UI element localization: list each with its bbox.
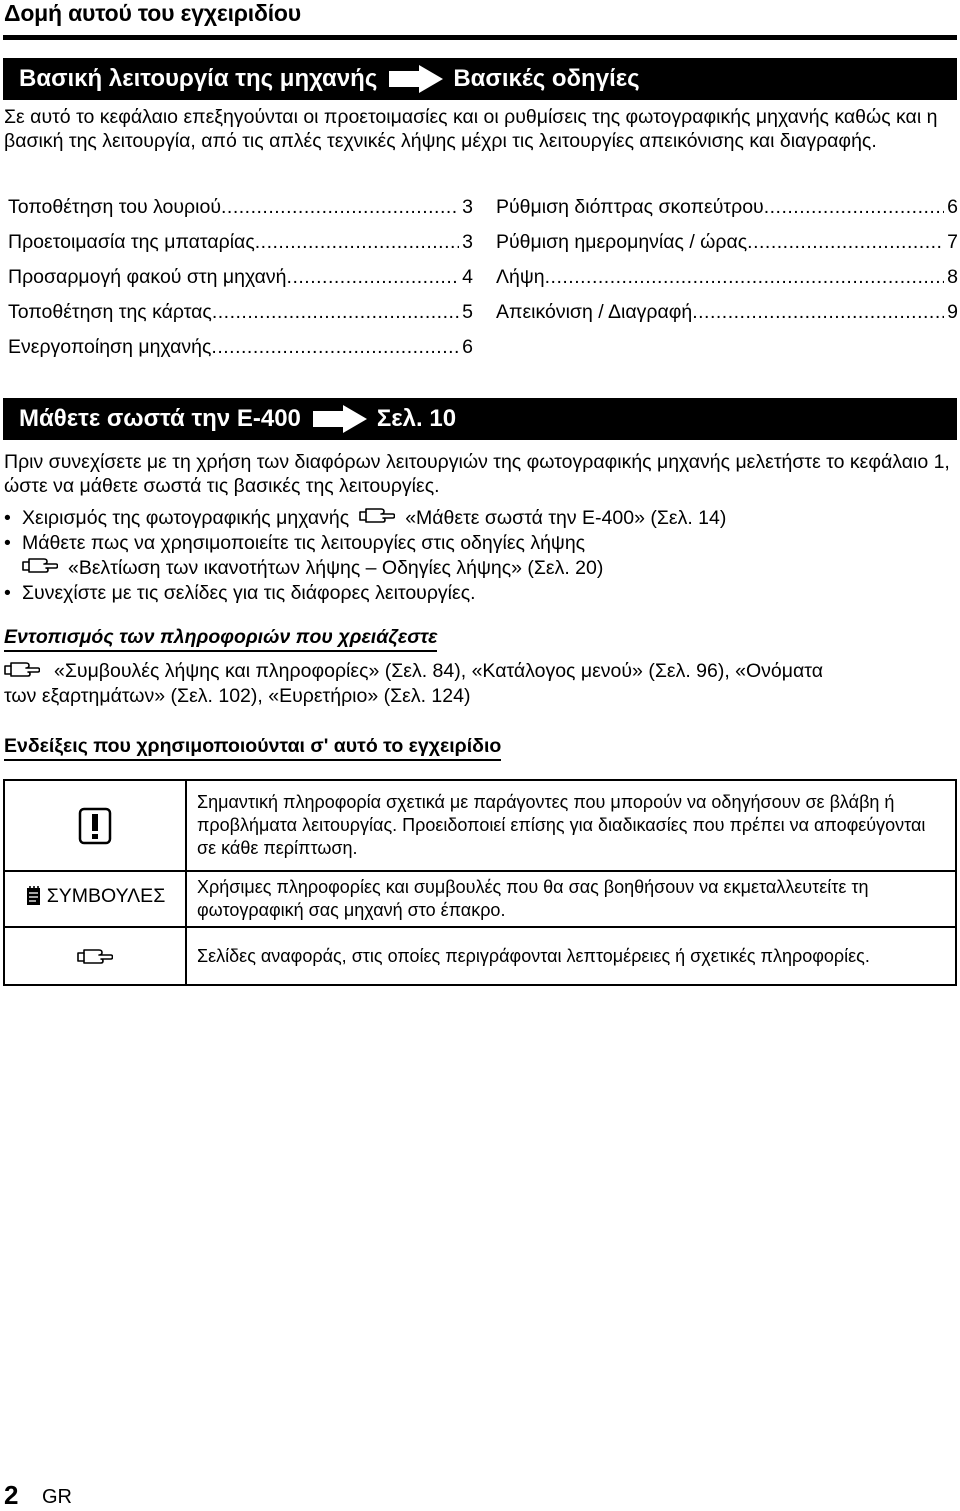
- list-item: • Χειρισμός της φωτογραφικής μηχανής «Μάθετε σωστά την E-400» (Σελ. 14): [4, 507, 727, 529]
- locate-info-text: «Συμβουλές λήψης και πληροφορίες» (Σελ. 84), «Κατάλογος μενού» (Σελ. 96), «Ονόματα των εξαρτημάτων» (Σελ. 102), «Ευρετήριο» (Σελ. 124): [4, 660, 823, 707]
- banner-right-text: Βασικές οδηγίες: [453, 65, 640, 92]
- toc-entry: Τοποθέτηση του λουριού ..... 3: [8, 190, 473, 225]
- toc-entry: Λήψη ..... 8: [496, 260, 958, 295]
- toc-entry: Προσαρμογή φακού στη μηχανή ..... 4: [8, 260, 473, 295]
- section-banner-basic: [3, 58, 957, 100]
- arrow-right-icon: [313, 405, 367, 433]
- list-item-continuation: «Βελτίωση των ικανοτήτων λήψης – Οδηγίες λήψης» (Σελ. 20): [4, 556, 956, 581]
- language-code: GR: [42, 1486, 72, 1508]
- section-banner-learn: [3, 398, 957, 440]
- banner-right-text: Σελ. 10: [376, 405, 457, 432]
- list-item: • Συνεχίστε με τις σελίδες για τις διάφορες λειτουργίες.: [4, 582, 476, 604]
- toc-left-column: [8, 190, 473, 365]
- toc-entry: Απεικόνιση / Διαγραφή ..... 9: [496, 295, 958, 330]
- indicators-table: [3, 779, 957, 986]
- pointing-hand-icon: [4, 660, 40, 680]
- list-item: • Μάθετε πως να χρησιμοποιείτε τις λειτουργίες στις οδηγίες λήψης: [4, 532, 586, 554]
- bullet-list: [4, 506, 956, 606]
- toc-entry: Προετοιμασία της μπαταρίας ..... 3: [8, 225, 473, 260]
- toc-entry: Ενεργοποίηση μηχανής ..... 6: [8, 330, 473, 365]
- page-number: 2: [4, 1480, 19, 1510]
- toc-right-column: [496, 190, 958, 330]
- pointing-hand-icon: [22, 556, 58, 581]
- tips-label: ΣΥΜΒΟΥΛΕΣ: [25, 885, 166, 908]
- toc-entry: Ρύθμιση ημερομηνίας / ώρας ..... 7: [496, 225, 958, 260]
- toc-entry: Τοποθέτηση της κάρτας ..... 5: [8, 295, 473, 330]
- pointing-hand-icon: [359, 506, 395, 531]
- pointing-hand-icon: [4, 927, 186, 985]
- title-rule: [3, 35, 957, 40]
- toc-entry: Ρύθμιση διόπτρας σκοπεύτρου ..... 6: [496, 190, 958, 225]
- locate-info-heading: Εντοπισμός των πληροφοριών που χρειάζεστε: [4, 626, 437, 652]
- table-row: Σημαντική πληροφορία σχετικά με παράγοντες που μπορούν να οδηγήσουν σε βλάβη ή προβλήματα λειτουργίας. Προειδοποιεί επίσης για διαδικασίες που πρέπει να αποφεύγονται σε κάθε περίπτωση.: [4, 780, 956, 871]
- page-title: Δομή αυτού του εγχειριδίου: [4, 0, 301, 26]
- arrow-right-icon: [389, 65, 443, 93]
- banner-left-text: Βασική λειτουργία της μηχανής: [19, 65, 378, 92]
- banner-left-text: Μάθετε σωστά την E-400: [19, 405, 301, 432]
- indicators-heading: Ενδείξεις που χρησιμοποιούνται σ' αυτό το εγχειρίδιο: [4, 735, 501, 761]
- section1-paragraph: Σε αυτό το κεφάλαιο επεξηγούνται οι προετοιμασίες και οι ρυθμίσεις της φωτογραφικής μηχανής καθώς και η βασική της λειτουργία, από τις απλές τεχνικές λήψης μέχρι τις λειτουργίες απεικόνισης και διαγραφής.: [4, 106, 938, 152]
- table-row: ΣΥΜΒΟΥΛΕΣ Χρήσιμες πληροφορίες και συμβουλές που θα σας βοηθήσουν να εκμεταλλευτείτε τη φωτογραφική σας μηχανή στο έπακρο.: [4, 871, 956, 927]
- caution-icon: [4, 780, 186, 871]
- section2-paragraph: Πριν συνεχίσετε με τη χρήση των διαφόρων λειτουργιών της φωτογραφικής μηχανής μελετήστε το κεφάλαιο 1, ώστε να μάθετε σωστά τις βασικές της λειτουργίες.: [4, 451, 950, 497]
- tips-notepad-icon: [25, 885, 43, 907]
- table-row: Σελίδες αναφοράς, στις οποίες περιγράφονται λεπτομέρειες ή σχετικές πληροφορίες.: [4, 927, 956, 985]
